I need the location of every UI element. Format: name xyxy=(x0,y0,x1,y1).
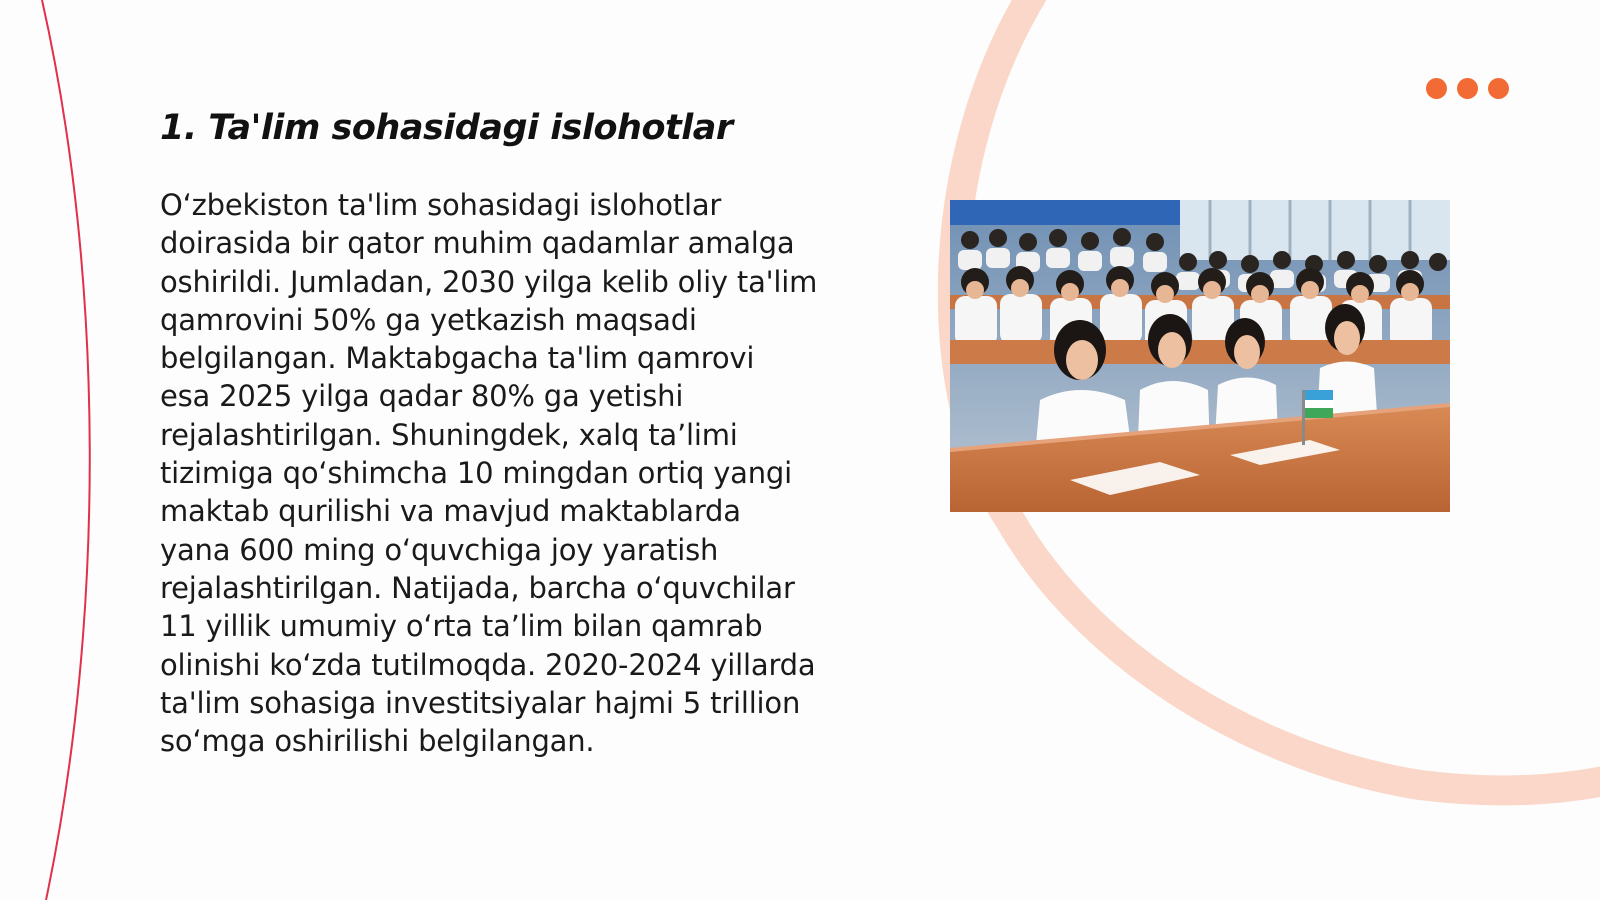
classroom-students-photo xyxy=(950,200,1450,512)
body-line: yana 600 ming o‘quvchiga joy yaratish xyxy=(160,532,719,567)
body-line: doirasida bir qator muhim qadamlar amalga xyxy=(160,226,795,261)
body-line: tizimiga qo‘shimcha 10 mingdan ortiq yangi xyxy=(160,456,792,491)
body-line: rejalashtirilgan. Shuningdek, xalq ta’limi xyxy=(160,417,738,452)
body-line: qamrovini 50% ga yetkazish maqsadi xyxy=(160,302,697,337)
body-line: so‘mga oshirilishi belgilangan. xyxy=(160,724,595,759)
photo-illustration xyxy=(950,200,1450,512)
body-line: oshirildi. Jumladan, 2030 yilga kelib oliy ta'lim xyxy=(160,264,818,299)
three-dots-icon xyxy=(1426,78,1509,99)
body-line: ta'lim sohasiga investitsiyalar hajmi 5 trillion xyxy=(160,685,801,720)
body-line: O‘zbekiston ta'lim sohasidagi islohotlar xyxy=(160,188,722,222)
body-line: rejalashtirilgan. Natijada, barcha o‘quvchilar xyxy=(160,570,795,605)
dot-1 xyxy=(1426,78,1447,99)
body-line: esa 2025 yilga qadar 80% ga yetishi xyxy=(160,379,684,414)
dot-2 xyxy=(1457,78,1478,99)
slide-title: 1. Ta'lim sohasidagi islohotlar xyxy=(160,108,733,148)
body-line: maktab qurilishi va mavjud maktablarda xyxy=(160,494,741,529)
dot-3 xyxy=(1488,78,1509,99)
body-line: belgilangan. Maktabgacha ta'lim qamrovi xyxy=(160,341,755,376)
left-edge-curve xyxy=(42,0,90,900)
body-line: 11 yillik umumiy o‘rta ta’lim bilan qamrab xyxy=(160,609,763,644)
body-line: olinishi ko‘zda tutilmoqda. 2020-2024 yillarda xyxy=(160,647,816,682)
body-paragraph xyxy=(160,186,860,760)
